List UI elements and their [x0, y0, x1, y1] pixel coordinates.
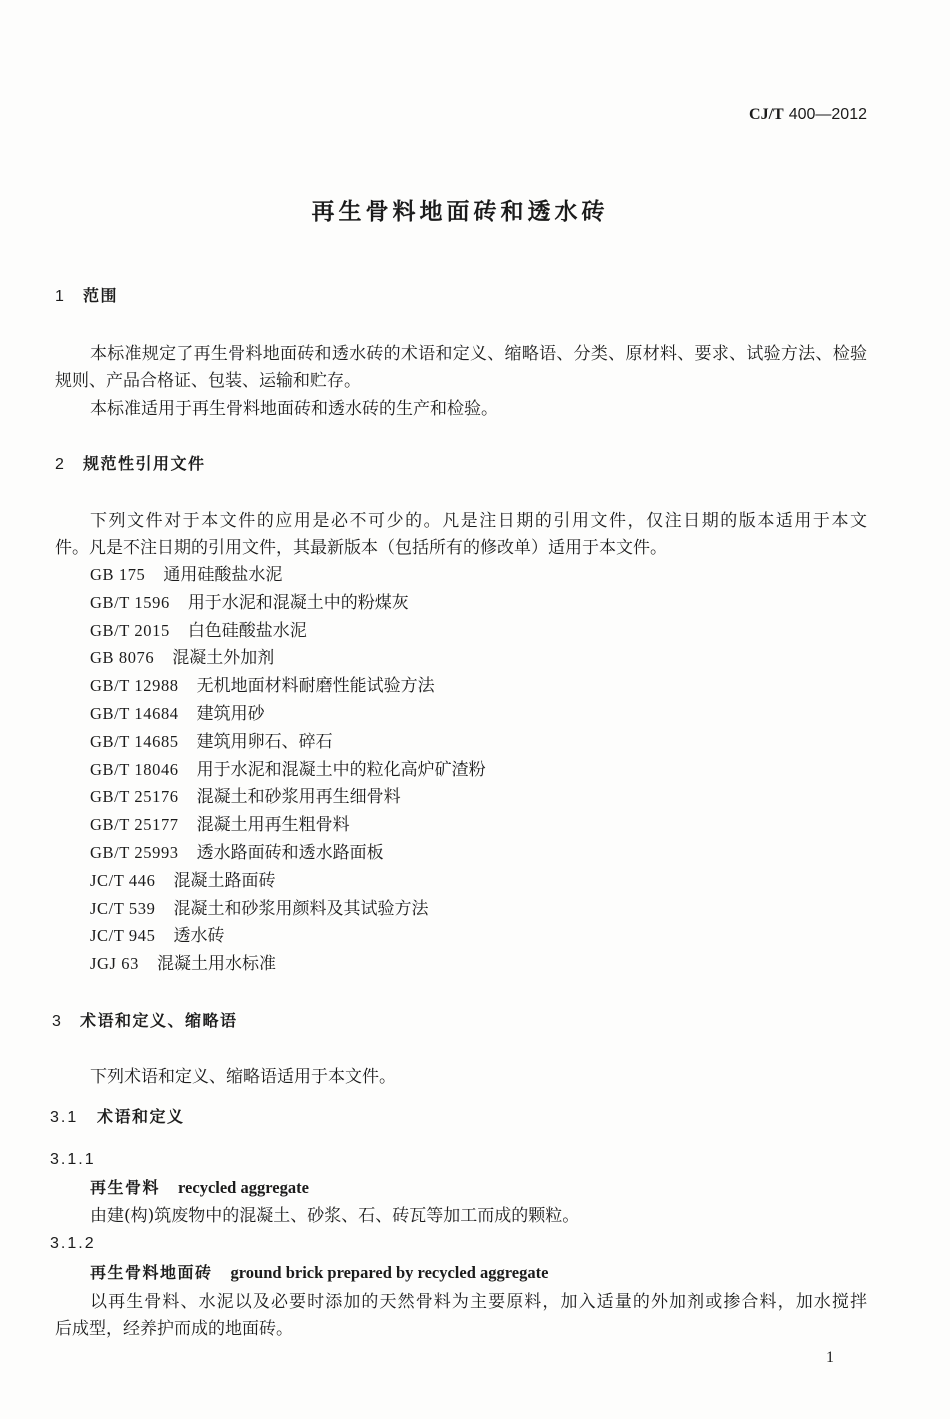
reference-title: 白色硅酸盐水泥	[187, 620, 307, 641]
clause-number: 3.1.2	[50, 1235, 96, 1252]
definition-line: 以再生骨料、水泥以及必要时添加的天然骨料为主要原料，加入适量的外加剂或掺合料，加水搅拌	[90, 1292, 867, 1312]
section-number: 3	[52, 1013, 61, 1030]
reference-code: GB 175	[90, 565, 146, 584]
reference-item	[90, 589, 486, 617]
reference-title: 无机地面材料耐磨性能试验方法	[196, 676, 435, 697]
paragraph-line: 下列文件对于本文件的应用是必不可少的。凡是注日期的引用文件，仅注日期的版本适用于本文	[90, 511, 867, 531]
term-entry	[90, 1262, 548, 1284]
term-english: recycled aggregate	[178, 1178, 309, 1197]
reference-code: JGJ 63	[90, 954, 139, 974]
reference-item	[90, 728, 486, 756]
reference-title: 透水路面砖和透水路面板	[196, 842, 384, 863]
reference-code: GB/T 12988	[90, 676, 179, 696]
definition-line: 后成型，经养护而成的地面砖。	[55, 1319, 293, 1339]
paragraph-line: 本标准规定了再生骨料地面砖和透水砖的术语和定义、缩略语、分类、原材料、要求、试验方法、检验	[90, 344, 867, 364]
clause-number: 3.1.1	[50, 1151, 96, 1168]
section-3-heading	[52, 1010, 238, 1033]
paragraph-line: 本标准适用于再生骨料地面砖和透水砖的生产和检验。	[90, 399, 498, 419]
reference-item	[90, 644, 486, 672]
section-1-heading	[55, 285, 118, 308]
reference-item	[90, 895, 486, 923]
document-title: 再生骨料地面砖和透水砖	[311, 199, 609, 225]
reference-code: GB/T 14684	[90, 703, 179, 723]
subsection-3-1-heading	[50, 1106, 185, 1129]
standard-code	[749, 103, 867, 126]
reference-title: 通用硅酸盐水泥	[163, 565, 283, 585]
section-title: 范围	[83, 286, 119, 305]
reference-title: 混凝土用再生粗骨料	[196, 815, 350, 836]
reference-title: 用于水泥和混凝土中的粒化高炉矿渣粉	[196, 759, 486, 780]
reference-code: JC/T 446	[90, 870, 156, 890]
reference-title: 混凝土和砂浆用再生细骨料	[196, 787, 401, 808]
reference-code: GB/T 25177	[90, 815, 179, 835]
reference-title: 建筑用卵石、碎石	[196, 731, 333, 752]
standard-code-prefix: CJ/T	[749, 106, 784, 123]
reference-code: GB/T 18046	[90, 759, 179, 779]
reference-item	[90, 756, 486, 784]
reference-item	[90, 922, 486, 950]
paragraph-line: 下列术语和定义、缩略语适用于本文件。	[90, 1067, 396, 1087]
reference-item	[90, 839, 486, 867]
subsection-number: 3.1	[50, 1109, 79, 1126]
reference-item	[90, 672, 486, 700]
term-english: ground brick prepared by recycled aggregate	[230, 1263, 549, 1282]
page-number: 1	[826, 1349, 834, 1366]
reference-code: GB/T 1596	[90, 592, 170, 612]
reference-code: JC/T 539	[90, 898, 156, 918]
reference-title: 透水砖	[173, 926, 225, 947]
reference-title: 混凝土外加剂	[172, 648, 275, 669]
section-title: 术语和定义、缩略语	[80, 1011, 238, 1030]
reference-code: JC/T 945	[90, 926, 156, 946]
reference-code: GB/T 2015	[90, 620, 170, 640]
reference-item	[90, 867, 486, 895]
paragraph-line: 件。凡是不注日期的引用文件，其最新版本（包括所有的修改单）适用于本文件。	[55, 538, 667, 558]
standard-code-number: 400—2012	[788, 106, 867, 123]
section-number: 1	[55, 288, 64, 305]
paragraph-line: 规则、产品合格证、包装、运输和贮存。	[55, 371, 361, 391]
term-chinese: 再生骨料地面砖	[90, 1263, 213, 1282]
section-number: 2	[55, 456, 64, 473]
reference-title: 建筑用砂	[196, 703, 265, 724]
subsection-title: 术语和定义	[97, 1107, 185, 1126]
term-entry	[90, 1177, 309, 1199]
definition-line: 由建(构)筑废物中的混凝土、砂浆、石、砖瓦等加工而成的颗粒。	[90, 1206, 580, 1226]
reference-code: GB 8076	[90, 648, 155, 668]
reference-code: GB/T 25176	[90, 787, 179, 807]
reference-item	[90, 700, 486, 728]
reference-title: 混凝土用水标准	[156, 954, 276, 975]
normative-references-list	[90, 561, 486, 978]
reference-code: GB/T 14685	[90, 731, 179, 751]
reference-title: 用于水泥和混凝土中的粉煤灰	[187, 592, 409, 613]
section-2-heading	[55, 453, 206, 476]
section-title: 规范性引用文件	[83, 454, 206, 473]
reference-item	[90, 561, 486, 589]
term-chinese: 再生骨料	[90, 1178, 161, 1197]
reference-item	[90, 783, 486, 811]
reference-item	[90, 811, 486, 839]
reference-title: 混凝土和砂浆用颜料及其试验方法	[173, 898, 429, 919]
reference-code: GB/T 25993	[90, 842, 179, 862]
reference-item	[90, 617, 486, 645]
reference-item	[90, 950, 486, 978]
reference-title: 混凝土路面砖	[173, 870, 276, 891]
